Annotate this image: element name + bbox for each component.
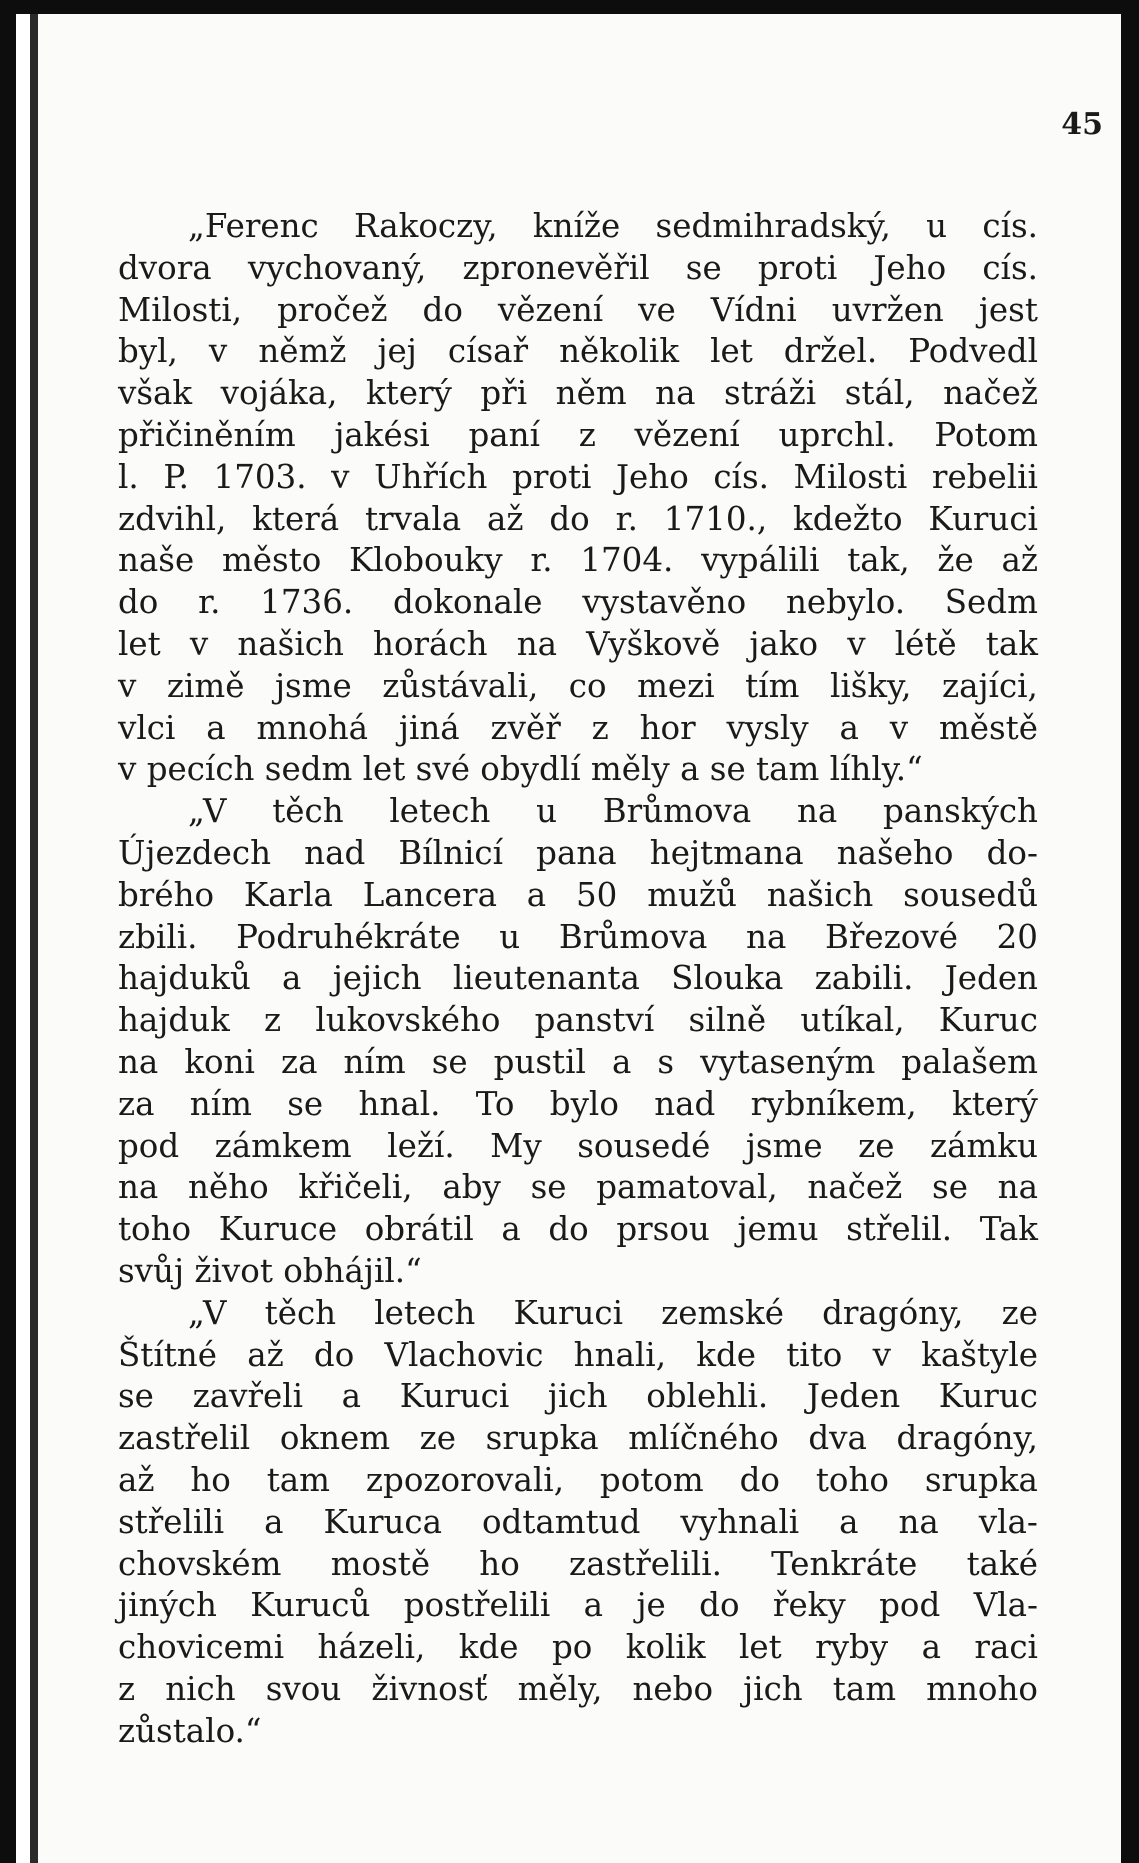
text-line: jiných Kuruců postřelili a je do řeky pod Vla- bbox=[118, 1586, 1038, 1625]
text-line: na něho křičeli, aby se pamatoval, načež se na bbox=[118, 1168, 1038, 1207]
text-line: zbili. Podruhékráte u Brůmova na Březové 20 bbox=[118, 917, 1038, 956]
text-line: do r. 1736. dokonale vystavěno nebylo. Sedm bbox=[118, 583, 1038, 622]
text-line: střelili a Kuruca odtamtud vyhnali a na vla- bbox=[118, 1502, 1038, 1541]
book-page bbox=[38, 14, 1121, 1863]
text-line: se zavřeli a Kuruci jich oblehli. Jeden Kuruc bbox=[118, 1377, 1038, 1416]
page-text bbox=[118, 206, 1038, 1752]
text-line: brého Karla Lancera a 50 mužů našich sousedů bbox=[118, 875, 1038, 914]
scan-border-left bbox=[0, 0, 16, 1863]
text-line: „V těch letech Kuruci zemské dragóny, ze bbox=[188, 1293, 1038, 1332]
text-line: až ho tam zpozorovali, potom do toho srupka bbox=[118, 1460, 1038, 1499]
text-line: v zimě jsme zůstávali, co mezi tím lišky, zajíci, bbox=[118, 666, 1038, 705]
text-line: hajduk z lukovského panství silně utíkal, Kuruc bbox=[118, 1001, 1038, 1040]
text-line: naše město Klobouky r. 1704. vypálili tak, že až bbox=[118, 541, 1038, 580]
text-line: let v našich horách na Vyškově jako v létě tak bbox=[118, 624, 1038, 663]
text-line: svůj život obhájil.“ bbox=[118, 1251, 422, 1290]
text-line: za ním se hnal. To bylo nad rybníkem, který bbox=[118, 1084, 1038, 1123]
text-line: přičiněním jakési paní z vězení uprchl. Potom bbox=[118, 415, 1038, 454]
paragraph bbox=[118, 206, 1038, 791]
text-line: Štítné až do Vlachovic hnali, kde tito v kaštyle bbox=[118, 1335, 1038, 1374]
text-line: však vojáka, který při něm na stráži stál, načež bbox=[118, 374, 1038, 413]
text-line: hajduků a jejich lieutenanta Slouka zabili. Jeden bbox=[118, 959, 1038, 998]
scan-border-left-inner bbox=[30, 14, 38, 1863]
paragraph bbox=[118, 1293, 1038, 1753]
scan-border-right bbox=[1121, 0, 1139, 1863]
text-line: dvora vychovaný, zpronevěřil se proti Jeho cís. bbox=[118, 248, 1038, 287]
page-number: 45 bbox=[1061, 107, 1103, 142]
text-line: zdvihl, která trvala až do r. 1710., kdežto Kuruci bbox=[118, 499, 1038, 538]
scan-border-top bbox=[0, 0, 1139, 14]
text-line: l. P. 1703. v Uhřích proti Jeho cís. Milosti rebelii bbox=[118, 457, 1038, 496]
text-line: „V těch letech u Brůmova na panských bbox=[188, 792, 1038, 831]
text-line: chovském mostě ho zastřelili. Tenkráte také bbox=[118, 1544, 1038, 1583]
text-line: Milosti, pročež do vězení ve Vídni uvržen jest bbox=[118, 290, 1038, 329]
text-line: Újezdech nad Bílnicí pana hejtmana našeho do- bbox=[118, 833, 1038, 872]
text-line: v pecích sedm let své obydlí měly a se tam líhly.“ bbox=[118, 750, 923, 789]
text-line: „Ferenc Rakoczy, kníže sedmihradský, u cís. bbox=[188, 207, 1038, 245]
text-line: z nich svou živnosť měly, nebo jich tam mnoho bbox=[118, 1669, 1038, 1708]
text-line: na koni za ním se pustil a s vytaseným palašem bbox=[118, 1042, 1038, 1081]
text-line: toho Kuruce obrátil a do prsou jemu střelil. Tak bbox=[118, 1210, 1038, 1249]
text-line: zastřelil oknem ze srupka mlíčného dva dragóny, bbox=[118, 1419, 1038, 1458]
paragraph bbox=[118, 791, 1038, 1293]
text-line: byl, v němž jej císař několik let držel. Podvedl bbox=[118, 332, 1038, 371]
text-line: chovicemi házeli, kde po kolik let ryby a raci bbox=[118, 1628, 1038, 1667]
text-line: pod zámkem leží. My sousedé jsme ze zámku bbox=[118, 1126, 1038, 1165]
text-line: vlci a mnohá jiná zvěř z hor vysly a v městě bbox=[118, 708, 1038, 747]
text-line: zůstalo.“ bbox=[118, 1711, 262, 1750]
